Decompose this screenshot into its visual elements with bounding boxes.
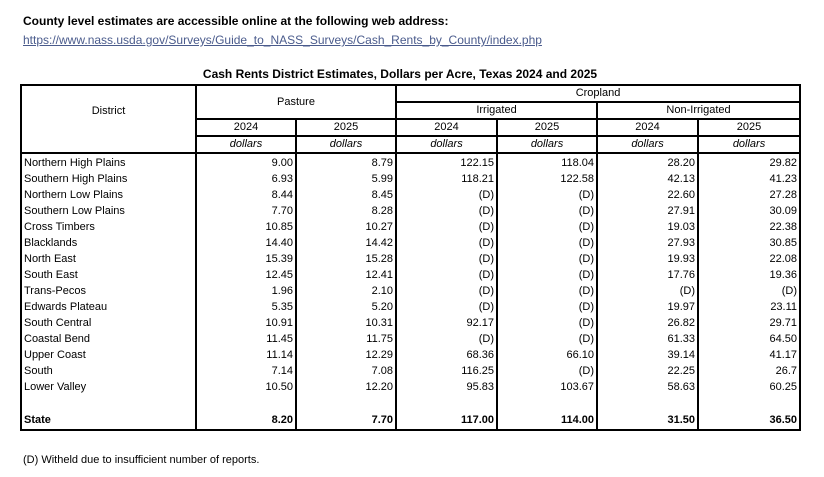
value-cell: 11.14 bbox=[196, 347, 296, 363]
value-cell: (D) bbox=[497, 187, 597, 203]
value-cell: 14.42 bbox=[296, 235, 396, 251]
header-row-1 bbox=[21, 85, 800, 102]
value-cell: (D) bbox=[497, 299, 597, 315]
value-cell: 10.85 bbox=[196, 219, 296, 235]
table-row bbox=[21, 235, 800, 251]
value-cell: 22.60 bbox=[597, 187, 698, 203]
value-cell: 116.25 bbox=[396, 363, 497, 379]
table-row bbox=[21, 171, 800, 187]
value-cell: (D) bbox=[396, 235, 497, 251]
value-cell: 103.67 bbox=[497, 379, 597, 395]
value-cell: 10.27 bbox=[296, 219, 396, 235]
value-cell: 7.70 bbox=[196, 203, 296, 219]
value-cell: (D) bbox=[597, 283, 698, 299]
district-cell: Southern High Plains bbox=[21, 171, 196, 187]
value-cell: (D) bbox=[396, 331, 497, 347]
value-cell: 7.08 bbox=[296, 363, 396, 379]
value-cell: 22.38 bbox=[698, 219, 800, 235]
value-cell: 114.00 bbox=[497, 411, 597, 430]
value-cell: 42.13 bbox=[597, 171, 698, 187]
value-cell: 122.15 bbox=[396, 153, 497, 171]
unit-spacer bbox=[21, 136, 196, 153]
value-cell: 11.75 bbox=[296, 331, 396, 347]
value-cell: 6.93 bbox=[196, 171, 296, 187]
district-cell: Northern Low Plains bbox=[21, 187, 196, 203]
value-cell: 36.50 bbox=[698, 411, 800, 430]
value-cell: 60.25 bbox=[698, 379, 800, 395]
value-cell: (D) bbox=[396, 299, 497, 315]
value-cell: 8.20 bbox=[196, 411, 296, 430]
value-cell: 15.28 bbox=[296, 251, 396, 267]
value-cell: 27.91 bbox=[597, 203, 698, 219]
value-cell: 12.45 bbox=[196, 267, 296, 283]
unit-cell: dollars bbox=[497, 136, 597, 153]
value-cell: 23.11 bbox=[698, 299, 800, 315]
value-cell: 29.82 bbox=[698, 153, 800, 171]
value-cell: 31.50 bbox=[597, 411, 698, 430]
district-cell: Lower Valley bbox=[21, 379, 196, 395]
district-cell: Southern Low Plains bbox=[21, 203, 196, 219]
value-cell: 95.83 bbox=[396, 379, 497, 395]
value-cell: 17.76 bbox=[597, 267, 698, 283]
value-cell: 41.23 bbox=[698, 171, 800, 187]
district-cell: North East bbox=[21, 251, 196, 267]
value-cell: (D) bbox=[396, 251, 497, 267]
district-cell: Coastal Bend bbox=[21, 331, 196, 347]
spacer-cell bbox=[21, 395, 196, 411]
spacer-cell bbox=[196, 395, 296, 411]
district-cell: Blacklands bbox=[21, 235, 196, 251]
unit-cell: dollars bbox=[597, 136, 698, 153]
value-cell: 68.36 bbox=[396, 347, 497, 363]
district-cell: State bbox=[21, 411, 196, 430]
table-row bbox=[21, 267, 800, 283]
value-cell: 8.44 bbox=[196, 187, 296, 203]
value-cell: (D) bbox=[497, 315, 597, 331]
year-cell: 2025 bbox=[296, 119, 396, 136]
value-cell: 26.7 bbox=[698, 363, 800, 379]
table-row bbox=[21, 153, 800, 171]
district-cell: South bbox=[21, 363, 196, 379]
value-cell: (D) bbox=[396, 267, 497, 283]
table-row bbox=[21, 347, 800, 363]
unit-cell: dollars bbox=[698, 136, 800, 153]
value-cell: (D) bbox=[497, 267, 597, 283]
spacer-cell bbox=[396, 395, 497, 411]
value-cell: (D) bbox=[396, 187, 497, 203]
value-cell: 92.17 bbox=[396, 315, 497, 331]
unit-cell: dollars bbox=[196, 136, 296, 153]
value-cell: 7.14 bbox=[196, 363, 296, 379]
value-cell: 11.45 bbox=[196, 331, 296, 347]
table-row bbox=[21, 251, 800, 267]
district-cell: Trans-Pecos bbox=[21, 283, 196, 299]
value-cell: 22.25 bbox=[597, 363, 698, 379]
year-cell: 2025 bbox=[698, 119, 800, 136]
value-cell: (D) bbox=[497, 203, 597, 219]
table-row bbox=[21, 283, 800, 299]
value-cell: 7.70 bbox=[296, 411, 396, 430]
spacer-row bbox=[21, 395, 800, 411]
unit-cell: dollars bbox=[296, 136, 396, 153]
value-cell: 118.21 bbox=[396, 171, 497, 187]
value-cell: (D) bbox=[497, 363, 597, 379]
value-cell: 8.79 bbox=[296, 153, 396, 171]
district-cell: Cross Timbers bbox=[21, 219, 196, 235]
state-row bbox=[21, 411, 800, 430]
value-cell: 39.14 bbox=[597, 347, 698, 363]
value-cell: 28.20 bbox=[597, 153, 698, 171]
value-cell: 122.58 bbox=[497, 171, 597, 187]
district-header: District bbox=[21, 85, 196, 136]
value-cell: 30.85 bbox=[698, 235, 800, 251]
value-cell: 61.33 bbox=[597, 331, 698, 347]
value-cell: (D) bbox=[396, 219, 497, 235]
pasture-header: Pasture bbox=[196, 85, 396, 119]
table-row bbox=[21, 187, 800, 203]
spacer-cell bbox=[597, 395, 698, 411]
value-cell: (D) bbox=[396, 283, 497, 299]
value-cell: (D) bbox=[497, 331, 597, 347]
irrigated-header: Irrigated bbox=[396, 102, 597, 119]
value-cell: 2.10 bbox=[296, 283, 396, 299]
spacer-cell bbox=[497, 395, 597, 411]
value-cell: (D) bbox=[497, 251, 597, 267]
value-cell: 8.28 bbox=[296, 203, 396, 219]
value-cell: 5.20 bbox=[296, 299, 396, 315]
value-cell: 8.45 bbox=[296, 187, 396, 203]
value-cell: 58.63 bbox=[597, 379, 698, 395]
spacer-cell bbox=[296, 395, 396, 411]
value-cell: 26.82 bbox=[597, 315, 698, 331]
value-cell: 19.93 bbox=[597, 251, 698, 267]
value-cell: 9.00 bbox=[196, 153, 296, 171]
value-cell: 10.50 bbox=[196, 379, 296, 395]
unit-row bbox=[21, 136, 800, 153]
footnote: (D) Witheld due to insufficient number of reports. bbox=[23, 454, 260, 466]
district-cell: South East bbox=[21, 267, 196, 283]
table-row bbox=[21, 299, 800, 315]
year-cell: 2024 bbox=[597, 119, 698, 136]
table-row bbox=[21, 203, 800, 219]
value-cell: 5.35 bbox=[196, 299, 296, 315]
value-cell: 27.28 bbox=[698, 187, 800, 203]
value-cell: 19.97 bbox=[597, 299, 698, 315]
value-cell: 1.96 bbox=[196, 283, 296, 299]
value-cell: 12.29 bbox=[296, 347, 396, 363]
unit-cell: dollars bbox=[396, 136, 497, 153]
value-cell: 12.41 bbox=[296, 267, 396, 283]
non-irrigated-header: Non-Irrigated bbox=[597, 102, 800, 119]
value-cell: 27.93 bbox=[597, 235, 698, 251]
year-cell: 2024 bbox=[196, 119, 296, 136]
value-cell: 10.31 bbox=[296, 315, 396, 331]
value-cell: 22.08 bbox=[698, 251, 800, 267]
table-row bbox=[21, 379, 800, 395]
year-cell: 2025 bbox=[497, 119, 597, 136]
county-estimates-link[interactable]: https://www.nass.usda.gov/Surveys/Guide_to_NASS_Surveys/Cash_Rents_by_County/index.php bbox=[23, 33, 542, 47]
value-cell: (D) bbox=[396, 203, 497, 219]
district-cell: Upper Coast bbox=[21, 347, 196, 363]
value-cell: 15.39 bbox=[196, 251, 296, 267]
value-cell: 10.91 bbox=[196, 315, 296, 331]
value-cell: (D) bbox=[698, 283, 800, 299]
value-cell: 30.09 bbox=[698, 203, 800, 219]
district-cell: Northern High Plains bbox=[21, 153, 196, 171]
table-row bbox=[21, 219, 800, 235]
value-cell: 64.50 bbox=[698, 331, 800, 347]
intro-text: County level estimates are accessible online at the following web address: bbox=[23, 14, 449, 28]
table-title: Cash Rents District Estimates, Dollars per Acre, Texas 2024 and 2025 bbox=[202, 67, 598, 81]
value-cell: 19.03 bbox=[597, 219, 698, 235]
table-row bbox=[21, 331, 800, 347]
value-cell: 66.10 bbox=[497, 347, 597, 363]
value-cell: 118.04 bbox=[497, 153, 597, 171]
table-row bbox=[21, 363, 800, 379]
value-cell: 117.00 bbox=[396, 411, 497, 430]
value-cell: (D) bbox=[497, 235, 597, 251]
value-cell: 19.36 bbox=[698, 267, 800, 283]
cropland-header: Cropland bbox=[396, 85, 800, 102]
value-cell: (D) bbox=[497, 283, 597, 299]
district-cell: South Central bbox=[21, 315, 196, 331]
value-cell: 41.17 bbox=[698, 347, 800, 363]
cash-rents-table bbox=[20, 84, 801, 431]
spacer-cell bbox=[698, 395, 800, 411]
value-cell: (D) bbox=[497, 219, 597, 235]
value-cell: 12.20 bbox=[296, 379, 396, 395]
value-cell: 5.99 bbox=[296, 171, 396, 187]
table-row bbox=[21, 315, 800, 331]
year-cell: 2024 bbox=[396, 119, 497, 136]
district-cell: Edwards Plateau bbox=[21, 299, 196, 315]
value-cell: 29.71 bbox=[698, 315, 800, 331]
value-cell: 14.40 bbox=[196, 235, 296, 251]
